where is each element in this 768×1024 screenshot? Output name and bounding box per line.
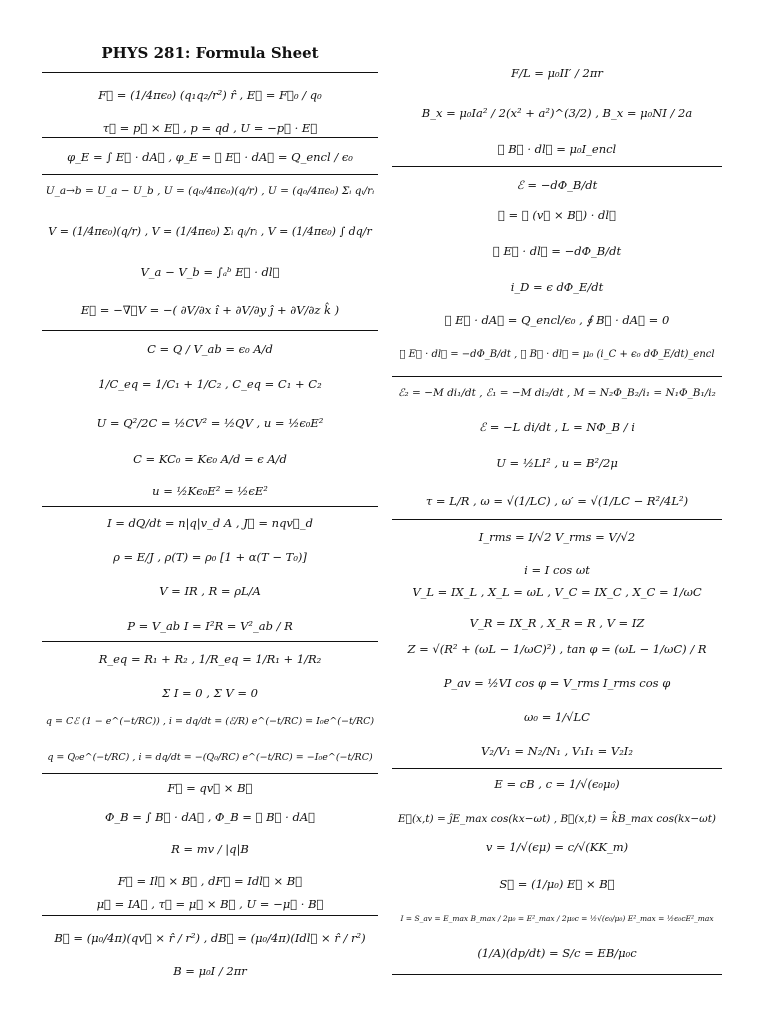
divider (392, 768, 722, 769)
equation-line: ∮ E⃗ · dl⃗ = −dΦ_B/dt , ∮ B⃗ · dl⃗ = μ₀ (i_C + ϵ₀ dΦ_E/dt)_encl (399, 349, 715, 360)
equation-line: U = Q²/2C = ½CV² = ½QV , u = ½ϵ₀E² (96, 416, 324, 430)
equation-line: V_R = IX_R , X_R = R , V = IZ (469, 616, 645, 630)
equation-line: ℰ = −L di/dt , L = NΦ_B / i (479, 420, 635, 434)
equation-line: ω₀ = 1/√LC (524, 710, 590, 724)
equation-line: v = 1/√(ϵμ) = c/√(KK_m) (485, 840, 629, 854)
equation-line: u = ½Kϵ₀E² = ½ϵE² (152, 484, 268, 498)
equation-line: B_x = μ₀Ia² / 2(x² + a²)^(3/2) , B_x = μ₀NI / 2a (421, 106, 693, 120)
divider (42, 641, 378, 642)
equation-line: ∮ E⃗ · dA⃗ = Q_encl/ϵ₀ , ∮ B⃗ · dA⃗ = 0 (444, 313, 670, 327)
equation-line: τ = L/R , ω = √(1/LC) , ω′ = √(1/LC − R²/4L²) (425, 494, 689, 508)
divider (42, 137, 378, 138)
equation-line: P_av = ½VI cos φ = V_rms I_rms cos φ (443, 676, 671, 690)
equation-line: R_eq = R₁ + R₂ , 1/R_eq = 1/R₁ + 1/R₂ (98, 652, 322, 666)
equation-line: Z = √(R² + (ωL − 1/ωC)²) , tan φ = (ωL − 1/ωC) / R (407, 642, 707, 656)
divider (42, 330, 378, 331)
divider (42, 72, 378, 73)
equation-line: Φ_B = ∫ B⃗ · dA⃗ , Φ_B = ∮ B⃗ · dA⃗ (104, 810, 316, 824)
equation-line: U_a→b = U_a − U_b , U = (q₀/4πϵ₀)(q/r) , U = (q₀/4πϵ₀) Σᵢ qᵢ/rᵢ (45, 185, 375, 197)
equation-line: C = Q / V_ab = ϵ₀ A/d (147, 342, 273, 356)
equation-line: B = μ₀I / 2πr (173, 964, 247, 978)
equation-line: V = (1/4πϵ₀)(q/r) , V = (1/4πϵ₀) Σᵢ qᵢ/rᵢ , V = (1/4πϵ₀) ∫ dq/r (48, 225, 372, 238)
page-title: PHYS 281: Formula Sheet (101, 44, 319, 62)
equation-line: φ_E = ∫ E⃗ · dA⃗ , φ_E = ∮ E⃗ · dA⃗ = Q_encl / ϵ₀ (67, 150, 353, 164)
divider (392, 166, 722, 167)
equation-line: V_a − V_b = ∫ₐᵇ E⃗ · dl⃗ (140, 265, 280, 279)
divider (392, 376, 722, 377)
equation-line: R = mv / |q|B (171, 842, 249, 856)
divider (42, 915, 378, 916)
divider (42, 773, 378, 774)
equation-line: ρ = E/J , ρ(T) = ρ₀ [1 + α(T − T₀)] (113, 550, 307, 564)
equation-line: 1/C_eq = 1/C₁ + 1/C₂ , C_eq = C₁ + C₂ (98, 377, 322, 391)
equation-line: μ⃗ = IA⃗ , τ⃗ = μ⃗ × B⃗ , U = −μ⃗ · B⃗ (96, 897, 324, 911)
equation-line: V = IR , R = ρL/A (159, 584, 261, 598)
divider (42, 174, 378, 175)
equation-line: ℰ₂ = −M di₁/dt , ℰ₁ = −M di₂/dt , M = N₂Φ_B₂/i₁ = N₁Φ_B₁/i₂ (398, 387, 716, 399)
equation-line: Σ I = 0 , Σ V = 0 (162, 686, 258, 700)
equation-line: I = dQ/dt = n|q|v_d A , J⃗ = nqv⃗_d (107, 516, 313, 530)
divider (392, 519, 722, 520)
equation-line: B⃗ = (μ₀/4π)(qv⃗ × r̂ / r²) , dB⃗ = (μ₀/4π)(Idl⃗ × r̂ / r²) (54, 931, 366, 945)
equation-line: i = I cos ωt (524, 563, 590, 577)
equation-line: F⃗ = qv⃗ × B⃗ (167, 781, 253, 795)
equation-line: I = S_av = E_max B_max / 2μ₀ = E²_max / 2μ₀c = ½√(ϵ₀/μ₀) E²_max = ½ϵ₀cE²_max (400, 914, 714, 923)
equation-line: U = ½LI² , u = B²/2μ (496, 456, 618, 470)
equation-line: ∮ E⃗ · dl⃗ = −dΦ_B/dt (492, 244, 622, 258)
equation-line: E⃗(x,t) = ĵE_max cos(kx−ωt) , B⃗(x,t) = k̂B_max cos(kx−ωt) (397, 813, 717, 825)
equation-line: q = Q₀e^(−t/RC) , i = dq/dt = −(Q₀/RC) e^(−t/RC) = −I₀e^(−t/RC) (47, 752, 373, 763)
equation-line: V₂/V₁ = N₂/N₁ , V₁I₁ = V₂I₂ (481, 744, 633, 758)
equation-line: ℰ = ∮ (v⃗ × B⃗) · dl⃗ (498, 208, 616, 222)
equation-line: q = Cℰ (1 − e^(−t/RC)) , i = dq/dt = (ℰ/R) e^(−t/RC) = I₀e^(−t/RC) (45, 716, 375, 727)
equation-line: τ⃗ = p⃗ × E⃗ , p = qd , U = −p⃗ · E⃗ (102, 121, 318, 135)
equation-line: I_rms = I/√2 V_rms = V/√2 (478, 530, 636, 544)
divider (42, 506, 378, 507)
equation-line: ℰ = −dΦ_B/dt (516, 178, 598, 192)
equation-line: P = V_ab I = I²R = V²_ab / R (127, 619, 293, 633)
equation-line: i_D = ϵ dΦ_E/dt (510, 280, 604, 294)
equation-line: F⃗ = Il⃗ × B⃗ , dF⃗ = Idl⃗ × B⃗ (117, 874, 303, 888)
divider (392, 974, 722, 975)
equation-line: E = cB , c = 1/√(ϵ₀μ₀) (494, 777, 620, 791)
equation-line: E⃗ = −∇⃗V = −( ∂V/∂x î + ∂V/∂y ĵ + ∂V/∂z k̂ ) (80, 303, 340, 317)
equation-line: F⃗ = (1/4πϵ₀) (q₁q₂/r²) r̂ , E⃗ = F⃗₀ / q₀ (98, 88, 322, 102)
equation-line: (1/A)(dp/dt) = S/c = EB/μ₀c (477, 946, 637, 960)
equation-line: C = KC₀ = Kϵ₀ A/d = ϵ A/d (133, 452, 287, 466)
equation-line: V_L = IX_L , X_L = ωL , V_C = IX_C , X_C = 1/ωC (412, 585, 702, 599)
equation-line: F/L = μ₀II′ / 2πr (511, 66, 603, 80)
equation-line: S⃗ = (1/μ₀) E⃗ × B⃗ (499, 877, 615, 891)
equation-line: ∮ B⃗ · dl⃗ = μ₀I_encl (497, 142, 617, 156)
